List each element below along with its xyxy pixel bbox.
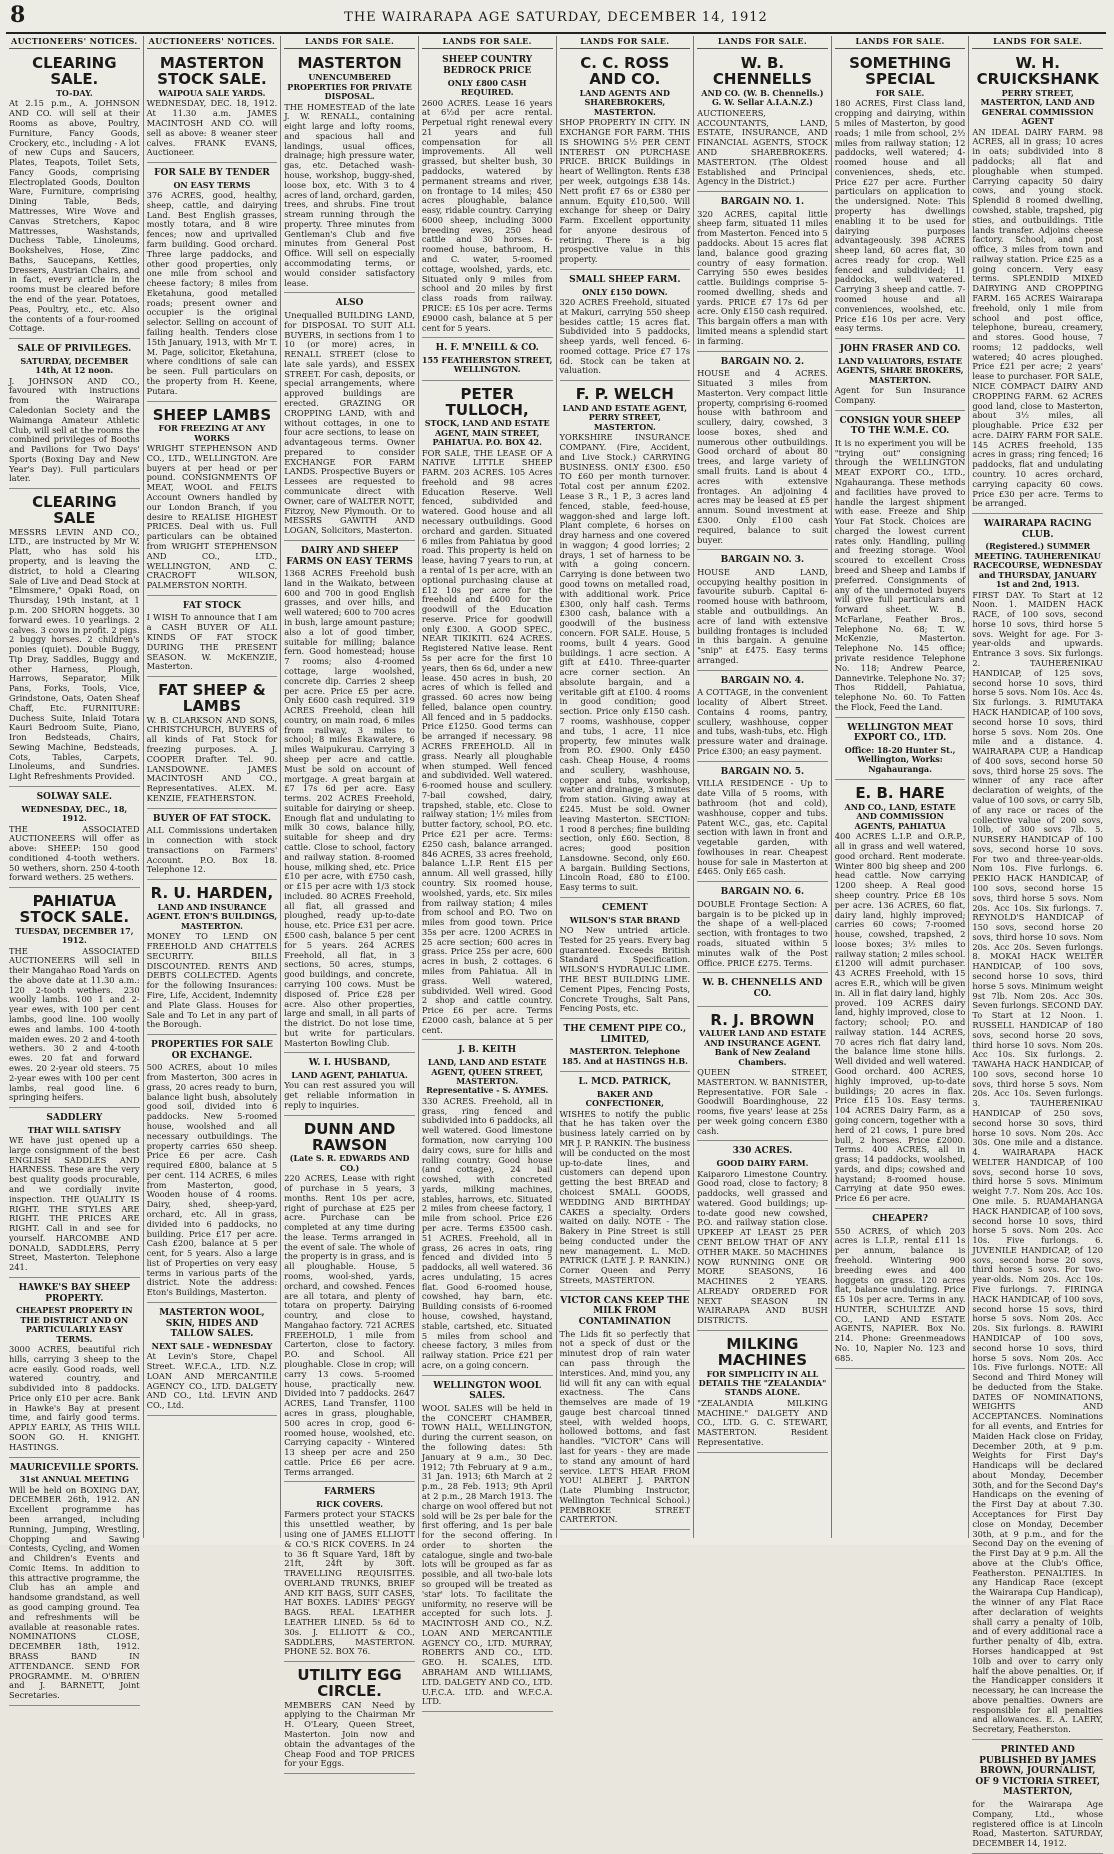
advertisement [697, 1333, 828, 1453]
ad-body-text: I WISH To announce that I am a CASH BUYER OF ALL KINDS OF FAT STOCK DURING THE PRESENT SEASON. W. McKENZIE, Masterton. [146, 612, 278, 672]
ad-body-text: 320 ACRES, capital little sheep farm, situated 11 miles from Masterton. Fenced into 5 paddocks. About 15 acres flat land, balance good grazing country of easy formation. Carrying 550 ewes besides cattle. Buildings comprise 5-roomed dwelling, sheds and yards. PRICE £7 17s 6d per acre. Only £150 cash required. This bargain offers a man with limited means a splendid start in farming. [697, 208, 828, 346]
ad-subheading: 155 FEATHERSTON STREET, WELLINGTON. [421, 354, 553, 375]
advertisement [835, 413, 966, 718]
ad-body-text: HOUSE AND LAND, occupying healthy position in favourite suburb. Capital 6-roomed house with bathroom, stable and outbuildings. An acre of land with extensive building frontages is included in this bargain. A genuine "snip" at £475. Easy terms arranged. [697, 566, 828, 665]
advertisement [972, 516, 1103, 1740]
ad-body-text: THE ASSOCIATED AUCTIONEERS will offer as above: SHEEP: 150 good conditioned 4-tooth wethers. 50 wethers, shorn. 250 4-tooth forward wethers. 25 wethers. [9, 823, 140, 883]
ad-headline: MASTERTON WOOL, SKIN, HIDES AND TALLOW SALES. [159, 1308, 265, 1340]
ad-subheading: UNENCUMBERED PROPERTIES FOR PRIVATE DISPOSAL. [287, 72, 412, 102]
advertisement [284, 295, 415, 541]
ad-body-text: W. B. CLARKSON AND SONS, CHRISTCHURCH, BUYERS of all kinds of Fat Stock for freezing purposes. A. J. COOPER Drafter. Tel. 90. LANSDOWNE. JAMES MACINTOSH AND CO., Representatives. ALEX. M. KENZIE, FEATHERSTON. [146, 714, 278, 803]
advertisement [147, 404, 278, 596]
ad-body-text: 320 ACRES Freehold, situated at Makuri, carrying 550 sheep besides cattle; 15 acres flat. Subdivided into 5 paddocks, sheep yards, well fenced. 6-roomed cottage. Price £7 17s 6d. Stock can be taken at valuation. [559, 297, 691, 376]
column-4 [419, 36, 557, 1707]
ad-subheading: FOR FREEZING AT ANY WORKS [158, 423, 266, 443]
ad-body-text: HOUSE and 4 ACRES. Situated 3 miles from Masterton. Very compact little property, comprising 6-roomed house with bathroom and scullery, dairy, cowshed, 3 loose boxes, shed and numerous other outbuildings. Good orchard of about 80 trees, and large variety of small fruits. Land is about 4 acres with extensive frontages. An adjoining 4 acres may be leased at £5 per annum. Sound investment at £300. Only £100 cash required, balance to suit buyer. [697, 368, 828, 545]
column-7 [832, 36, 970, 1538]
ad-body-text: VILLA RESIDENCE - Up to date Villa of 5 rooms, with bathroom (hot and cold), washhouse, copper and tubs. Patent W.C., gas, etc. Capital section with lawn in front and vegetable garden, with fowlhouses in rear. Cheapest house for sale in Masterton at £465. Only £65 cash. [697, 778, 828, 877]
ad-body-text: 550 ACRES, of which 203 acres is L.I.P., rental £11 1s per annum, balance is freehold. Wintering 900 breeding ewes and 400 hoggets on grass. 120 acres flat, balance undulating. Price £5 10s per acre. Terms in any. HUNTER, SCHULTZE AND CO., LAND AND ESTATE AGENTS, NAPIER. Box No. 214. Phone: Greenmeadows No. 10, Napier No. 123 and 685. [834, 1225, 966, 1363]
ad-body-text: FOR SALE, THE LEASE OF A NATIVE LITTLE SHEEP FARM. 203 ACRES. 105 Acres freehold and 98 acres Education Reserve. Well fenced, subdivided and watered. Good house and all necessary outbuildings. Good orchard and garden. Situated 6 miles from Pahiatua by good road. This property is held on lease, having 7 years to run, at a rental of 1s per acre, with an optional purchasing clause at £12 10s per acre for the freehold and £400 for the goodwill of the Education reserve. Price for goodwill only £300. A GOOD SPEC., NEAR TIKIKITI. 624 ACRES. Registered Native lease. Rent 5s per acre for the first 10 years, then 6s 6d, under a new lease. 450 acres in bush, 20 acres of which is felled and grassed. 60 acres now being felled, balance open country. All fenced and in 5 paddocks. Price £1250. Good terms can be arranged if necessary. 98 ACRES FREEHOLD. All in grass. Nearly all ploughable when stumped. Well fenced and subdivided. Well watered. 6-roomed house and scullery. 7-bail cowshed, dairy, trapshed, stable, etc. Close to railway station; 1½ miles from butter factory, school, P.O. etc. Price £21 per acre. Terms: £250 cash, balance arranged. 846 ACRES, 33 acres freehold, balance L.I.P. Rent £15 per annum. All well grassed, hilly country. Six roomed house, woolshed, yards, etc. Six miles from railway station; 4 miles from school and P.O. Two on miles from good town. Price 35s per acre. 1200 ACRES in 25 acre section; 600 acres in grass. Price 25s per acre, 600 acres in bush, 2 cottages. 6 miles from Pahiatua. All in grass. Well watered, subdivided. Well wired. Good 2 shop and cattle country. Price £6 per acre. Terms £2000 cash, balance at 5 per cent. [421, 447, 553, 1035]
ad-body-text: Unequalled BUILDING LAND, for DISPOSAL TO SUIT ALL BUYERS, in sections from 1 to 10 (or more) acres, in RENALL STREET (close to late sale yards), and ESSEX STREET. For cash, deposits, or special arrangements, where approved buildings are erected. GRAZING OR CROPPING LAND, with and without cottages, in one to four acre sections, to lease on advantageous terms. Owner prepared to consider EXCHANGE FOR FARM LANDS. Prospective Buyers or Lessees are requested to communicate direct with Owner, care of WALTER NOTT, Fitzroy, New Plymouth. Or to MESSRS GAWITH AND LOGAN, Solicitors, Masterton. [284, 309, 415, 536]
advertisement [835, 52, 966, 339]
ad-subheading: FOR SIMPLICITY IN ALL DETAILS THE "ZEALANDIA" STANDS ALONE. [698, 1368, 827, 1398]
ad-body-text: At 2.15 p.m., A. JOHNSON AND CO. will sell at their Rooms as above, Poultry, Furniture, Fancy Goods, Crockery, etc., including - A lot of new Cups and Saucers, Plates, Teapots, Toilet Sets, Fancy Goods, comprising Electroplated Goods, Doulton Ware, Furniture, comprising Dining Table, Beds, Mattresses, Wire Wove and Canvas Stretchers, Kapoc Mattresses, Washstands, Duchess Table, Linoleums, Bookshelves, Hose, Zinc Baths, Saucepans, Kettles, Dressers, Austrian Chairs, and in fact, every article in the rooms must be cleared before the end of the year. Potatoes, Peas, Poultry, etc., etc. Also the contents of a four-roomed Cottage. [9, 98, 140, 334]
ad-headline: W. B. CHENNELLS AND CO. [702, 978, 823, 999]
ad-subheading: AND CO., LAND, ESTATE AND COMMISSION AGENTS, PAHIATUA [844, 801, 956, 831]
ad-headline: W. H. CRUICKSHANK [976, 54, 1099, 89]
advertisement [147, 52, 278, 163]
advertisement [284, 1664, 415, 1774]
ad-body-text: 330 ACRES. Freehold, all in grass, ring fenced and subdivided into 6 paddocks, all well watered. Good limestone formation, now carrying 100 dairy cows, sure for hills and rolling country. Good house (and cottage), 24 bail cowshed, with concreted yards, milking machines, stables, harrows, etc. Situated 2 miles from cheese factory, 1 mile from school. Price £26 per acre. Terms £3500 cash. 51 ACRES. Freehold, all in grass, 26 acres in oats, ring fenced and divided into 5 paddocks, all well watered. 36 acres undulating, 15 acres flat. Good 6-roomed house, cowshed, hay barn, etc. Building consists of 6-roomed house, cowshed, haystand, stable, cartshed, etc. Situated 5 miles from school and cheese factory, 3 miles from railway station. Price £21 per acre, on a going concern. [421, 1095, 553, 1370]
page-title: THE WAIRARAPA AGE SATURDAY, DECEMBER 14, 1912 [344, 10, 768, 25]
ad-headline: BARGAIN NO. 2. [720, 356, 805, 367]
ad-headline: E. B. HARE [855, 784, 945, 803]
advertisement [147, 598, 278, 677]
advertisement [697, 52, 828, 192]
ad-body-text: QUEEN STREET, MASTERTON. W. BANNISTER, Representative. FOR Sale - Goodwill Boardinghouse, 22 rooms, five years' lease at 25s per week going concern £380 cash. [697, 1067, 828, 1136]
ad-subheading: ONLY £150 DOWN. [582, 286, 668, 297]
ad-headline: WELLINGTON MEAT EXPORT CO., LTD. [847, 722, 953, 744]
ad-body-text: WRIGHT STEPHENSON AND CO., LTD., WELLINGTON. Are buyers at per head or per pound. CONSIGNMENTS OF MEAT, WOOL and FELTS Account Owners handled by our London Branch, if you desire to REALISE HIGHEST PRICES. Deal with us. Full particulars can be obtained from WRIGHT STEPHENSON AND CO., LTD., WELLINGTON, AND C. CRACROFT WILSON, PALMERSTON NORTH. [146, 443, 278, 591]
ad-headline: PAHIATUA STOCK SALE. [19, 892, 130, 926]
column-1 [6, 36, 144, 1701]
ad-body-text: WOOL SALES will be held in the CONCERT CHAMBER, TOWN HALL, WELLINGTON, during the current season, on the following dates: 5th January at 9 a.m., 30 Dec. 1912; 7th February at 9 a.m., 31 Jan. 1913; 6th March at 2 p.m., 28 Feb. 1913; 9th April at 2 p.m., 28 March 1913. The charge on wool offered but not sold will be 2s per bale for the first offering, and 1s per bale for the second offering. In order to shorten the catalogue, single and two-bale lots will be grouped as far as possible, and all two-bale lots so grouped will be treated as 'star' lots. To facilitate the uniformity, no reserve will be accepted for such lots. J. MACINTOSH AND CO., N.Z. LOAN AND MERCANTILE AGENCY CO., LTD. MURRAY, ROBERTS AND CO., LTD. GEO. H. SCALES, LTD. ABRAHAM AND WILLIAMS, LTD. DALGETY AND CO., LTD. U.F.C.A. LTD. and W.F.C.A. LTD. [421, 1402, 553, 1707]
ad-headline: PROPERTIES FOR SALE OR EXCHANGE. [150, 1040, 273, 1061]
column-2 [144, 36, 282, 1538]
ad-subheading: GOOD DAIRY FARM. [716, 1158, 809, 1169]
advertisement [560, 900, 691, 1019]
advertisement [972, 52, 1103, 514]
advertisement [560, 383, 691, 898]
advertisement [9, 341, 140, 489]
advertisement [560, 1074, 691, 1291]
ad-body-text: A COTTAGE, in the convenient locality of Albert Street. Contains 4 rooms, pantry, scullery, washhouse, copper and tubs, wash-tubs, etc. High pressure water and drainage. Price £300; an easy payment. [697, 687, 828, 756]
advertisement [9, 491, 140, 787]
page-number: 8 [10, 2, 26, 28]
ad-body-text: 400 ACRES L.I.P. and O.R.P., all in grass and well watered, good orchard. Rent moderate. Winter 800 big sheep and 200 head cattle. Now carrying 1200 sheep. A Real good sheep country. Price £8 10s per acre. 136 ACRES, 60 flat, dairy land, highly improved; carries 60 cows; 7-roomed house, cowshed, trapshed, 2 loose boxes; 3½ miles to railway station; 2 miles school. £1200 will admit purchaser. 43 ACRES Freehold, with 15 acres E.R., which will be given in. All in flat dairy land, highly proved. 109 ACRES dairy land, highly improved, close to factory; school; P.O. and railway station. 144 ACRES, 70 acres rich flat dairy land, the balance lime stone hills. Well divided and well watered. Good orchard. 400 ACRES, highly improved, up-to-date buildings; 20 acres in flax. Price £15 10s. Easy terms. 104 ACRES Dairy Farm, as a going concern, together with a herd of 21 cows, 1 pure bred bull, 2 horses. Price £2000. Terms. 400 ACRES, all in grass; 14 paddocks, woolshed, yards, and dips; cowshed and haystand; 8-roomed house. Carrying at date 950 ewes. Price £6 per acre. [834, 831, 966, 1204]
ad-subheading: WILSON'S STAR BRAND [569, 914, 680, 925]
ad-body-text: AUCTIONEERS, ACCOUNTANTS, LAND, ESTATE, INSURANCE, AND FINANCIAL AGENTS, STOCK AND SHAREBROKERS. MASTERTON. (The Oldest Established and Principal Agency in the District.) [697, 107, 828, 187]
ad-body-text: WEDNESDAY, DEC. 18, 1912. At 11.30 a.m. JAMES MACINTOSH AND CO. will sell as above: 8 weaner steer calves. FRANK EVANS, Auctioneer. [146, 98, 278, 158]
ad-headline: CHEAPER? [872, 1213, 928, 1224]
ad-headline: FAT STOCK [182, 600, 242, 611]
ad-body-text: "ZEALANDIA MILKING MACHINE." DALGETY AND CO., LTD. G. C. STEWART, MASTERTON. Resident Representative. [697, 1397, 828, 1447]
ad-headline: SADDLERY [46, 1113, 103, 1124]
ad-body-text: THE HOMESTEAD of the late J. W. RENALL, containing eight large and lofty rooms, and spacious hall and landings, usual offices, drainage; high pressure water, gas, etc. Detached wash-house, workshop, buggy-shed, loose box, etc. With 3 to 4 acres of land, orchard, garden, trees, and shrubs. Fine trout stream running through the property. Three minutes from Gentleman's Club and five minutes from General Post Office. Will sell on especially accommodating terms, or would consider satisfactory lease. [284, 101, 415, 288]
advertisement [284, 52, 415, 293]
ad-headline: CONSIGN YOUR SHEEP TO THE W.M.E. CO. [839, 415, 961, 437]
column-heading: AUCTIONEERS' NOTICES. [9, 36, 140, 49]
advertisement [697, 552, 828, 670]
ad-subheading: VALUER LAND AND ESTATE AND INSURANCE AGENT. Bank of New Zealand Chambers. [699, 1028, 826, 1067]
column-heading: LANDS FOR SALE. [697, 36, 828, 49]
ad-subheading: AND CO. (W. B. Chennells.) G. W. Sellar A.I.A.N.Z.) [701, 87, 824, 108]
ad-body-text: WISHES to notify the public that he has taken over the business lately carried on by MR J. P. RANKIN. The business will be conducted on the most up-to-date lines, and customers can depend upon getting the best BREAD and choicest SMALL GOODS, WEDDING AND BIRTHDAY CAKES a specialty. Orders waited on daily. NOTE - The Bakery in Pine Street is still being conducted under the new management. L. McD. PATRICK (LATE J. P. RANKIN.) Corner Queen and Perry Streets, MASTERTON. [559, 1108, 691, 1285]
advertisement [422, 340, 553, 380]
ad-subheading: STOCK, LAND AND ESTATE AGENT, MAIN STREET, PAHIATUA. P.O. BOX 42. [424, 418, 550, 448]
ad-subheading: TUESDAY, DECEMBER 17, 1912. [15, 925, 134, 946]
column-heading: LANDS FOR SALE. [422, 36, 553, 49]
ad-body-text: 2600 ACRES. Lease 16 years at 6½d per acre rental. Perpetual right renewal every 21 years and full compensation for all improvements. All well grassed, but shelter bush, 30 paddocks, watered by permanent streams and river, on frontage to 14 miles; 450 acres ploughable, balance easy, ridable country. Carrying 6000 sheep, including 3000 breeding ewes, 250 head cattle and 30 horses. 6-roomed house, bathroom, H. and C. water, 5-roomed cottage, woolshed, yards, etc. Situated only 9 miles from school and 20 miles by first class roads from railway. PRICE: £5 10s per acre. Terms £9000 cash, balance at 5 per cent for 5 years. [421, 97, 553, 333]
ad-headline: R. J. BROWN [710, 1010, 815, 1029]
advertisement [697, 975, 828, 1006]
ad-headline: MILKING MACHINES [717, 1335, 808, 1369]
ad-subheading: CHEAPEST PROPERTY IN THE DISTRICT AND ON PARTICULARLY EASY TERMS. [16, 1305, 133, 1344]
ad-subheading: THAT WILL SATISFY [27, 1124, 121, 1135]
ad-headline: CEMENT [601, 903, 648, 914]
ad-headline: SHEEP LAMBS [152, 405, 272, 424]
ad-headline: BARGAIN NO. 1. [720, 197, 805, 208]
advertisement [835, 1211, 966, 1369]
ad-headline: SALE OF PRIVILEGES. [17, 344, 132, 355]
ad-headline: BARGAIN NO. 6. [720, 887, 805, 898]
ad-body-text: for the Wairarapa Age Company, Ltd., whose registered office is at Lincoln Road, Masterton. SATURDAY, DECEMBER 14, 1912. [972, 1799, 1103, 1849]
advertisement [972, 1742, 1103, 1854]
ad-body-text: 180 ACRES, First Class land, cropping and dairying, within 5 miles of Masterton, by good roads; 1 mile from school, 2½ miles from railway station; 12 paddocks, well watered; 4-roomed house and all conveniences, sheds, etc. Price £27 per acre. Further particulars on application to the undersigned. Note: This property has dwellings enabling it to be used for dairying purposes advantageously. 398 ACRES sheep land, 60 acres flat, 30 acres ready for crop. Well fenced and subdivided; 11 paddocks, well watered. Carrying 3 sheep and cattle. 7-roomed house and all conveniences, woolshed, etc. Price £16 10s per acre. Very easy terms. [834, 98, 966, 334]
ad-headline: VICTOR CANS KEEP THE MILK FROM CONTAMINATION [560, 1295, 690, 1327]
ad-headline: WAIRARAPA RACING CLUB. [983, 519, 1092, 540]
ad-headline: H. F. M'NEILL & CO. [435, 343, 539, 354]
ad-headline: R. U. HARDEN, [150, 884, 274, 903]
ad-body-text: THE ASSOCIATED AUCTIONEERS will sell in their Mangahao Road Yards on the above date at 11.30 a.m.: 120 2-tooth wethers. 230 woolly lambs. 100 1 and 2-year ewes, with 100 per cent lambs, good line. 100 woolly ewes and lambs. 100 4-tooth maiden ewes. 20 2 and 4-tooth wethers. 30 2 and 4-tooth ewes. 20 fat and forward ewes. 20 2-year old steers. 75 2-year ewes with 100 per cent lambs, real good line. 6 springing heifers. [9, 945, 140, 1103]
advertisement [284, 543, 415, 1054]
ad-headline: SHEEP COUNTRY BEDROCK PRICE [442, 55, 533, 77]
ad-headline: DUNN AND RAWSON [303, 1119, 396, 1154]
ad-headline: SMALL SHEEP FARM. [569, 274, 681, 285]
ad-body-text: It is no experiment you will be "trying out" consigning through the WELLINGTON MEAT EXPORT CO., LTD., Ngahauranga. These methods and facilities have proved to handle the largest shipment with ease. Freeze and Ship Your Fat Stock. Choices are charged the lowest current rates only. Handling, pulling and freezing storage. Wool scoured to excellent Cross breed and Sheep and Lambs if preferred. Consignments of any of the undernoted buyers will give full particulars and forward sheet. W. B. McFarlane, Feather Bros., Telephone No. 68; T. W. McKenzie, Masterton. Telephone No. 145 office; private residence Telephone No. 118; Andrew Pearce, Dannevirke. Telephone No. 37; Thos Riddell, Pahiatua, telephone No. 60. To Fatten the Flock, Feed the Land. [834, 437, 966, 712]
advertisement [284, 1484, 415, 1662]
ad-subheading: BAKER AND CONFECTIONER, [585, 1088, 664, 1109]
ad-headline: J. B. KEITH [458, 1045, 517, 1056]
ad-subheading: FOR SALE. [875, 87, 925, 98]
advertisement [9, 1110, 140, 1278]
advertisement [697, 354, 828, 551]
ad-headline: BARGAIN NO. 5. [720, 766, 805, 777]
advertisement [560, 272, 691, 381]
ad-body-text: FIRST DAY. To Start at 12 Noon. 1. MAIDEN HACK RACE, of 100 sovs, second horse 10 sovs, third horse 5 sovs. Weight for age. For 3-year-olds and upwards. Entrance 3 sovs. Six furlongs. 2. TAUHERENIKAU HANDICAP, of 125 sovs, second horse 10 sovs, third horse 5 sovs. Nom 10s. Acc 4s. Six furlongs. 3. RIMUTAKA HACK HANDICAP, of 100 sovs, second horse 10 sovs, third horse 5 sovs. Nom 20s. One mile and a distance. 4. WAIRARAPA CUP, a Handicap of 400 sovs, second horse 50 sovs, third horse 25 sovs. The winner of any race after declaration of weights, of the value of 100 sovs, or carry 5lb, of any race or races of the collective value of 200 sovs, 10lb, of 300 sovs 7lb. 5. NURSERY HANDICAP of 100 sovs, second horse 10 sovs. For two and three-year-olds. Nom 10s. Five furlongs. 6. PEKIO HACK HANDICAP, of 100 sovs, second horse 15 sovs, third horse 5 sovs. Nom 20s. Acc 10s. Six furlongs. 7. REYNOLD'S HANDICAP of 150 sovs, second horse 20 sovs, third horse 10 sovs. Nom 20s. Acc 20s. Seven furlongs. 8. MOKAI HACK WELTER HANDICAP, of 100 sovs, second horse 10 sovs, third horse 5 sovs. Minimum weight 9st 7lb. Nom 20s. Acc 30s. Seven furlongs. SECOND DAY. To Start at 12 Noon. 1. RUSSELL HANDICAP of 180 sovs, second horse 20 sovs, third horse 10 sovs. Nom 20s. Acc 10s. Six furlongs. 2. TAWAHA HACK HANDICAP, of 100 sovs, second horse 10 sovs, third horse 5 sovs. Nom 20s. Acc 10s. Seven furlongs. 3. TAUHERENIKAU HANDICAP of 250 sovs, second horse 30 sovs, third horse 10 sovs. Nom 20s. Acc 30s. One mile and a distance. 4. WAIRARAPA HACK WELTER HANDICAP, of 100 sovs, second horse 10 sovs, third horse 5 sovs. Minimum weight 7.7. Nom 20s. Acc 10s. One mile. 5. RUAMAHANGA HACK HANDICAP, of 100 sovs, second horse 10 sovs, third horse 5 sovs. Nom 20s. Acc 10s. Five furlongs. 6. JUVENILE HANDICAP, of 120 sovs, second horse 20 sovs, third horse 5 sovs. For two-year-olds. Nom 20s. Acc 10s. Five furlongs. 7. FIRINGA HACK HANDICAP, of 100 sovs, second horse 15 sovs, third horse 5 sovs. Nom 20s. Acc 20s. Six furlongs. 8. RAWIRI HANDICAP of 100 sovs, second horse 10 sovs, third horse 5 sovs. Nom 20s. Acc 10s. Five furlongs. NOTE: All Second and Third Money will be deducted from the Stake. DATES OF NOMINATIONS, WEIGHTS AND ACCEPTANCES. Nominations for all events, and Entries for Maiden Hack close on Friday, December 20th, at 9 p.m. Weights for First Day's Handicaps will be declared about Monday, December 30th, and for the Second Day's Handicaps on the evening of the First Day at about 7.30. Acceptances for First Day close on Monday, December 30th, at 9 p.m., and for the Second Day on the evening of the First Day at 9 p.m. All the above at the Club's Office, Featherston. PENALTIES. In any Handicap Race (except the Wairarapa Cup Handicap), the winner of any Flat Race after declaration of weights shall carry a penalty of 10lb, and of every additional race a further penalty of 4lb, extra. Horses handicapped at 9st 10lb and over to carry only half the above penalties. Or, if the Handicapper considers it necessary, he can increase the above penalties. Owners are responsible for all penalties and allowances. E. A. LAERY, Secretary, Featherston. [972, 589, 1103, 1735]
advertisement [147, 679, 278, 809]
ad-headline: W. B. CHENNELLS [712, 54, 812, 89]
advertisement [147, 882, 278, 1035]
advertisement [147, 1037, 278, 1303]
ad-subheading: RICK COVERS. [316, 1499, 384, 1510]
ad-body-text: You can rest assured you will get reliable information in reply to inquiries. [284, 1080, 415, 1111]
ad-body-text: Agent for Sun Insurance Company. [834, 385, 966, 405]
ad-subheading: SATURDAY, DECEMBER 14th, At 12 noon. [20, 355, 129, 376]
advertisement [697, 1143, 828, 1331]
ad-body-text: 500 ACRES, about 10 miles from Masterton, 300 acres in grass, 20 acres ready to burn, balance light bush, absolutely good soil, divided into 6 paddocks. New 5-roomed house, woolshed and all necessary outbuildings. The property carries 650 sheep. Price £6 per acre. Cash required £800, balance at 5 per cent. 114 ACRES, 6 miles from Masterton, good, Wooden house of 4 rooms. Dairy, shed, sheep-yard, orchard, etc. All in grass, divided into 6 paddocks, no building. Price £17 per acre. Cash £200, balance at 5 per cent, for 5 years. Also a large list of Properties on very easy terms in various parts of the district. Note the address: Eton's Buildings, Masterton. [146, 1062, 278, 1298]
ad-body-text: MEMBERS CAN Need by applying to the Chairman Mr H. O'Leary, Queen Street, Masterton. Join now and obtain the advantages of the Cheap Food and TOP PRICES for your Eggs. [284, 1699, 415, 1769]
advertisement [835, 720, 966, 781]
advertisement [697, 673, 828, 762]
ad-body-text: At Levin's Store, Chapel Street. W.F.C.A., LTD. N.Z. LOAN AND MERCANTILE AGENCY CO., LTD. DALGETY AND CO., Ltd. LEVIN AND CO., Ltd. [146, 1351, 278, 1411]
ad-subheading: (Registered.) SUMMER MEETING. TAUHERENIKAU RACECOURSE, WEDNESDAY and THURSDAY, JANUARY 1st and 2nd, 1913. [972, 541, 1103, 590]
ad-subheading: PERRY STREET, MASTERTON, LAND AND GENERAL COMMISSION AGENT [980, 87, 1095, 127]
ad-subheading: MASTERTON. Telephone 185. And at HASTINGS H.B. [561, 1046, 688, 1066]
advertisement [560, 1021, 691, 1072]
column-heading: LANDS FOR SALE. [284, 36, 415, 49]
ad-subheading: ONLY £800 CASH REQUIRED. [447, 77, 527, 98]
ad-body-text: SHOP PROPERTY IN CITY. IN EXCHANGE FOR FARM. THIS IS SHOWING 5½ PER CENT INTEREST ON PURCHASE PRICE. BRICK Buildings in heart of Wellington. Rents £38 per week, outgoings £38 14s. Nett profit £7 6s or £380 per annum. Equity £10,500. Will exchange for sheep or Dairy Farm. Excellent opportunity for anyone desirous of retiring. There is a big prospective value in this property. [559, 117, 691, 265]
ad-subheading: WEDNESDAY, DEC., 18, 1912. [21, 803, 128, 824]
ad-subheading: LAND AGENTS AND SHAREBROKERS, MASTERTON. [579, 87, 670, 117]
ad-headline: CLEARING SALE. [32, 54, 117, 89]
advertisement [9, 789, 140, 888]
advertisement [422, 383, 553, 1041]
ad-subheading: LAND AGENT, PAHIATUA. [291, 1070, 408, 1081]
ad-subheading: LAND VALUATORS, ESTATE AGENTS, SHARE BROKERS, MASTERTON. [836, 355, 964, 385]
ad-headline: MAURICEVILLE SPORTS. [9, 1462, 139, 1473]
ad-headline: ALSO [335, 298, 364, 309]
ad-subheading: 31st ANNUAL MEETING [19, 1474, 129, 1485]
advertisement [835, 341, 966, 410]
ad-headline: SOMETHING SPECIAL [849, 54, 952, 89]
advertisement [147, 1305, 278, 1416]
advertisement [9, 52, 140, 339]
ad-subheading: TO-DAY. [55, 87, 93, 98]
ad-headline: WELLINGTON WOOL SALES. [433, 1380, 542, 1402]
ad-headline: PETER TULLOCH, [445, 384, 529, 419]
column-heading: LANDS FOR SALE. [835, 36, 966, 49]
ad-subheading: LAND AND ESTATE AGENT, PERRY STREET, MASTERTON. [562, 403, 688, 432]
masthead [6, 4, 1106, 34]
advertisement [835, 782, 966, 1209]
advertisement [147, 811, 278, 881]
ad-body-text: YORKSHIRE INSURANCE COMPANY. (Fire, Accident, and Live Stock.) CARRYING BUSINESS. ONLY £300. £50 TO £60 per month turnover. Total cost per annum £202. Lease 3 R., 1 P., 3 acres land fenced, stable, feed-house, waggon-shed and large loft. Plant complete, 6 horses on dray harness and one covered in waggon; 4 good lorries; 2 drays, 1 set of harness to be with a going concern. Carrying is done between two good towns on metalled road, with additional work. Price £300, only half cash. Terms £300 cash, balance with a goodwill of the business concern. FOR SALE. House, 5 rooms, built 4 years. Good buildings. 1 acre section. A gift at £410. Three-quarter acre corner section. An absolute bargain, and a veritable gift at £100. 4 rooms in good condition; good section. Price only £150 cash. 7 rooms, washhouse, copper and tubs, 1 acre, 11 nice property, few minutes walk from P.O. £900. Only £450 cash. Cheap House, 4 rooms and scullery, washhouse, copper and tubs, workshop, water and drainage, 3 minutes from station. Giving away at £245. Must be sold. Owner leaving Masterton. SECTION: 1 rood 8 perches; fine building section, only £60. Section, 8 acres; good position Lansdowne. Second, only £60. A bargain. Building Sections, Lincoln Road, £80 to £100. Easy terms to suit. [559, 432, 691, 893]
ad-headline: THE CEMENT PIPE CO., LIMITED, [563, 1024, 687, 1045]
ad-body-text: J. JOHNSON AND CO., favoured with instructions from the Wairarapa Caledonian Society and the Waimanga Amateur Athletic Club, will sell at the rooms the combined privileges of Booths and Pavilions for Two Days' Sports (Boxing Day and New Year's Day). Full particulars later. [9, 375, 140, 484]
advertisement [697, 764, 828, 882]
ad-headline: CLEARING SALE [32, 493, 117, 527]
ad-headline: BARGAIN NO. 4. [720, 675, 805, 686]
ad-headline: L. MCD. PATRICK, [578, 1077, 672, 1088]
ad-headline: BARGAIN NO. 3. [720, 555, 805, 566]
ad-body-text: ALL Commissions undertaken in connection with stock transactions on Farmers' Account. P.O. Box 18. Telephone 12. [146, 825, 278, 875]
ad-headline: HAWKE'S BAY SHEEP PROPERTY. [18, 1283, 131, 1304]
ad-headline: FOR SALE BY TENDER [154, 168, 270, 179]
ad-headline: MASTERTON STOCK SALE. [157, 54, 267, 89]
ad-body-text: MESSRS LEVIN AND CO., LTD., are instructed by Mr W. Platt, who has sold his property, and is leaving the district, to hold a Clearing Sale of Live and Dead Stock at "Elmsmere," Opaki Road, on Thursday, 19th instant, at 1 p.m. 200 SHORN hoggets. 30 forward ewes. 10 yearlings. 2 calves. 3 cows in profit. 2 pigs. 2 buggy horses. 2 children's ponies (quiet). Double Buggy, Tip Dray, Saddles, Buggy and other Harness, Plough, Harrows, Separator, Milk Pans, Forks, Tools, Vice, Grindstone, Oats, Oaten Sheaf Chaff, Etc. FURNITURE: Duchess Suite, Inlaid Totara Kauri Bedroom Suite, Piano, Iron Bedsteads, Chairs, Sewing Machine, Bedsteads, Cots, Tables, Carpets, Linoleums, and Sundries. Light Refreshments Provided. [9, 526, 140, 782]
ad-body-text: MONEY TO LEND ON FREEHOLD AND CHATTELS SECURITY. BILLS DISCOUNTED. RENTS AND DEBTS COLLECTED. Agents for the following Insurances: Fire, Life, Accident, Indemnity and Plate Glass. Houses for Sale and To Let in any part of the Borough. [146, 931, 278, 1030]
column-5 [557, 36, 695, 1538]
ad-body-text: 376 ACRES, good, healthy, sheep, cattle, and dairying Land. Best English grasses, mostly totara, and 8 wire fences; now and uprivalled farm building. Good orchard. Three large paddocks, and other good properties, only one mile from school and cheese factory; 8 miles from Eketahuna, good metalled roads; present owner and occupier is the original selector. Selling on account of failing health. Tenders close 15th January, 1913, with Mr T. M. Page, solicitor, Eketahuna, where conditions of sale can be seen. Full particulars on the property from H. Keene, Putara. [146, 190, 278, 396]
ad-body-text: 1368 ACRES Freehold bush land in the Waikato, between 600 and 700 in good English grasses, and over hills, and well watered; 600 to 700 acres in bush, large amount pasture; also a lot of good timber, suitable for milling; balance fern. Good homestead; house 7 rooms; also 4-roomed cottage, large woolshed, concrete dip. Carries 2 sheep per acre. Price £5 per acre. Only £600 cash required. 319 ACRES Freehold, clean hill country, on main road, 6 miles from railway, 3 miles to school; 8 miles Ekawatere, 6 miles Waipukurau. Carrying 3 sheep per acre and cattle. Must be sold on account of mortgage. A great bargain at £7 17s 6d per acre. Easy terms. 202 ACRES Freehold, suitable for dairying or sheep. Enough flat and undulating to milk 30 cows, balance hilly, suitable for sheep and dry cattle. Close to school, factory and railway station. 8-roomed house, milking shed, etc. Price £10 per acre, with £750 cash, or £15 per acre with 1/3 stock included. 80 ACRES Freehold, all flat, all grassed and ploughed, ready up-to-date house, etc. Price £31 per acre. £500 cash, balance 5 per cent for 5 years. 264 ACRES Freehold, all flat, in 3 sections, 50 acres, stumps, good buildings, and concrete, carrying 100 cows. Must be disposed of. Price £28 per acre. Also other properties, large and small, in all parts of the district. Do not lose time, but write for particulars. Masterton Bowling Club. [284, 568, 415, 1048]
column-heading: AUCTIONEERS' NOTICES. [147, 36, 278, 49]
columns-container [6, 36, 1106, 1849]
ad-body-text: DOUBLE Frontage Section: A bargain is to be picked up in the shape of a well-placed section, with frontages to two roads, situated within 5 minutes walk of the Post Office. PRICE £275. Terms. [697, 898, 828, 968]
ad-body-text: NO New untried article. Tested for 25 years. Every bag guaranteed. Exceeds British Standard Specification. WILSON'S HYDRAULIC LIME. THE BEST BUILDING LIME. Cement Pipes, Fencing Posts, Concrete Troughs, Salt Pans, Fencing Posts, etc. [559, 925, 691, 1014]
advertisement [560, 1293, 691, 1530]
ad-body-text: 220 ACRES, Lease with right of purchase in 5 years, 3 months. Rent 10s per acre, right of purchase at £25 per acre. Purchase can be completed at any time during the lease. Terms arranged in the event of sale. The whole of the property is in grass, and is all ploughable. House, 5 rooms, wool-shed, yards, orchard, and cowshed. Fences are all totara, and plenty of totara on property. Dairying country, and close to Mangahao factory. 721 ACRES FREEHOLD, 1 mile from Carterton, close to factory. P.O. and School. All ploughable. Close in crop; will carry 13 cows. 5-roomed house, practically new. Divided into 7 paddocks. 2647 ACRES, Land Transfer, 1100 acres in grass, ploughable, 500 acres in crop, good 6-roomed house, woolshed, etc. Carrying capacity - Wintered 13 sheep per acre and 250 cattle. Price £6 per acre. Terms arranged. [284, 1173, 415, 1477]
advertisement [9, 1280, 140, 1458]
column-6 [694, 36, 832, 1538]
ad-headline: BUYER OF FAT STOCK. [152, 813, 271, 824]
advertisement [697, 1009, 828, 1142]
ad-body-text: Kaiparoro Limestone Country. Good road, close to factory; 8 paddocks, well grassed and watered. Good buildings; up-to-date good new cowshed, P.O. and railway station close. UPKEEP AT LEAST 25 PER CENT BELOW THAT OF ANY OTHER MAKE. 50 MACHINES NOW RUNNING ONE OR MORE SEASONS, 16 MACHINES 2 YEARS. ALREADY ORDERED FOR NEXT SEASON IN WAIRARAPA AND BUSH DISTRICTS. [697, 1168, 828, 1326]
ad-headline: FAT SHEEP & LAMBS [158, 681, 266, 715]
column-8 [969, 36, 1106, 1849]
ad-headline: FARMERS [323, 1487, 376, 1498]
advertisement [422, 1042, 553, 1375]
ad-headline: UTILITY EGG CIRCLE. [297, 1666, 402, 1700]
ad-subheading: LAND, LAND AND ESTATE AGENT, QUEEN STREET, MASTERTON. Representative - S. AYMES. [426, 1057, 549, 1096]
ad-headline: DAIRY AND SHEEP FARMS ON EASY TERMS [286, 545, 413, 567]
advertisement [284, 1118, 415, 1483]
ad-subheading: NEXT SALE - WEDNESDAY [151, 1340, 273, 1351]
ad-body-text: 3000 ACRES, beautiful rich hills, carrying 3 sheep to the acre easily. Good roads, well watered country, and subdivided into 8 paddocks. Price only £10 per acre. Bank in Hawke's Bay at present time, and fairly good terms. APPLY EARLY, AS THIS WILL SOON GO. H. KNIGHT. HASTINGS. [9, 1344, 140, 1452]
column-3 [281, 36, 419, 1769]
advertisement [697, 884, 828, 973]
advertisement [560, 52, 691, 270]
advertisement [9, 1460, 140, 1706]
column-heading: LANDS FOR SALE. [560, 36, 691, 49]
ad-body-text: Farmers protect your STACKS this unsettled weather, by using one of JAMES ELLIOTT & CO.'S RICK COVERS. In 24 to 36 ft Square Yard, 18ft by 21ft, 24ft by 30ft. TRAVELLING REQUISITES. OVERLAND TRUNKS, BRIEF AND KIT BAGS, SUIT CASES, HAT BOXES. LADIES' PEGGY BAGS. REAL LEATHER LEATHER LINED. 5s 6d to 30s. J. ELLIOTT & CO., SADDLERS, MASTERTON. PHONE 52. BOX 76. [284, 1509, 415, 1657]
ad-headline: SOLWAY SALE. [36, 792, 113, 803]
ad-body-text: The Lids fit so perfectly that not a speck of dust or the minutest drop of rain water can pass through the interstices. And, mind you, any lid will fit any can with equal exactness. The Cans themselves are made of 19 gauge best charcoal tinned steel, with welded hoops, hollowed bottoms, and fast handles. "VICTOR" Cans will last for years - they are made to stand any amount of hard service. LET'S HEAR FROM YOU! ALBERT J. PARTON (Late Plumbing Instructor, Wellington Technical School.) PEMBROKE STREET CARTERTON. [559, 1328, 691, 1525]
ad-headline: C. C. ROSS AND CO. [580, 54, 670, 89]
ad-headline: MASTERTON [297, 54, 402, 73]
ad-body-text: WE have just opened up a large consignment of the best ENGLISH SADDLES AND HARNESS. These are the very best quality goods procurable, and we cordially invite inspection. THE QUALITY IS RIGHT. THE STYLES ARE RIGHT. THE PRICES ARE RIGHT. Call in and see for yourself. HARCOMBE AND DONALD, SADDLERS, Perry Street, Masterton. Telephone 241. [9, 1135, 140, 1273]
advertisement [9, 890, 140, 1108]
ad-subheading: ON EASY TERMS [173, 179, 251, 190]
ad-subheading: Office: 18-20 Hunter St., Wellington, Works: Ngahauranga. [844, 744, 956, 774]
advertisement [422, 52, 553, 338]
ad-headline: W. I. HUSBAND, [308, 1058, 391, 1069]
advertisement [284, 1055, 415, 1115]
column-heading: LANDS FOR SALE. [972, 36, 1103, 49]
advertisement [422, 1378, 553, 1712]
advertisement [697, 194, 828, 352]
ad-headline: F. P. WELCH [575, 385, 674, 404]
ad-headline: PRINTED AND PUBLISHED BY JAMES BROWN, JOURNALIST, OF 9 VICTORIA STREET, MASTERTON, [975, 1744, 1101, 1798]
ad-subheading: WAIPOUA SALE YARDS. [158, 87, 266, 98]
ad-subheading: (Late S. R. EDWARDS AND CO.) [289, 1153, 410, 1173]
ad-subheading: LAND AND INSURANCE AGENT. ETON'S BUILDINGS, MASTERTON. [146, 901, 278, 931]
ad-body-text: AN IDEAL DAIRY FARM. 98 ACRES, all in grass; 10 acres in oats; subdivided into 8 paddocks; all flat and ploughable when stumped. Carrying capacity 50 dairy cows, and young stock. Splendid 8 roomed dwelling, cowshed, stable, trapshed, pig sties, and outbuildings. Title lands transfer. Adjoins cheese factory. School, and post office, 3 miles from town and railway station. Price £25 as a going concern. Very easy terms. SPLENDID MIXED DAIRYING AND CROPPING FARM. 165 ACRES Wairarapa freehold, only 1 mile from school and post office, telephone, bureau, creamery, and stores. Good house, 7 rooms; 12 paddocks, well watered; 40 acres ploughed. Price £21 per acre; 2 years' lease to purchaser. FOR SALE, NICE COMPACT DAIRY AND CROPPING FARM. 62 ACRES good land, close to Masterton, about 3½ miles, all ploughable. Price £32 per acre. DAIRY FARM FOR SALE. 145 ACRES freehold, 135 acres in grass; ring fenced; 16 paddocks, flat and undulating country. 10 acres orchard, carrying capacity 60 cows. Price £30 per acre. Terms to be arranged. [972, 126, 1103, 509]
ad-headline: 330 ACRES. [732, 1146, 793, 1157]
ad-headline: JOHN FRASER AND CO. [839, 344, 961, 355]
ad-body-text: Will be held on BOXING DAY, DECEMBER 26th, 1912. AN Excellent programme has been arranged, including Running, Jumping, Wrestling, Chopping and Sawing Contests, Cycling, and Women and Children's Events and Comic Items. In addition to this attractive programme, the Club has an ample and handsome grandstand, as well as good camping ground. Tea and refreshments will be available at reasonable rates. NOMINATIONS CLOSE, DECEMBER 18th, 1912. BRASS BAND IN ATTENDANCE. SEND FOR PROGRAMME. M. O'BRIEN and J. BARNETT, Joint Secretaries. [9, 1484, 140, 1701]
advertisement [147, 165, 278, 401]
